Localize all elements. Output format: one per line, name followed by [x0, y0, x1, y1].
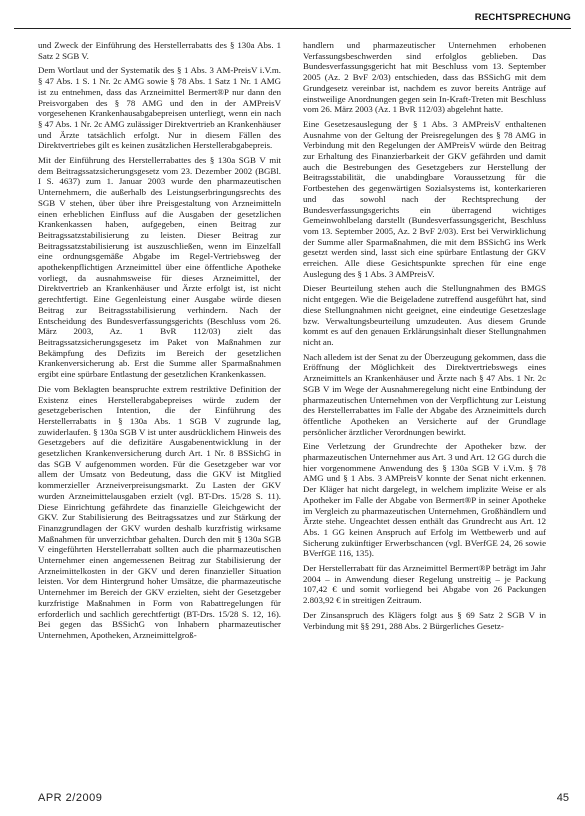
header-rule: [14, 28, 571, 29]
right-column: [303, 40, 546, 784]
issue-label: APR 2/2009: [38, 792, 103, 804]
paragraph: Eine Verletzung der Grundrechte der Apotheker bzw. der pharmazeutischen Unternehmer aus Art. 3 und Art. 12 GG durch die hier vorgenommene Anwendung des § 130a SGB V i.V.m. § 78 AMG und § 1 Abs. 3 AMPreisV konnte der Senat nicht erkennen. Der Kläger hat nicht dargelegt, in welchem implizite Weise er als Apotheker im Falle der Abgabe von Bermert®P in seiner Apotheke im Vergleich zu pharmazeutischen Unternehmen, Großhändlern und Ärzte stehe. Ungeachtet dessen enthält das Grundrecht aus Art. 12 Abs. 1 GG keinen Anspruch auf Erfolg im Wettbewerb und auf Sicherung zukünftiger Erwerbschancen (vgl. BVerfGE 24, 26 sowie BVerfGE 116, 135).: [303, 441, 546, 559]
paragraph: Die vom Beklagten beanspruchte extrem restriktive Definition der Existenz eines Herstellerabgabepreises würde zudem der gesetzgeberischen Intention, die der Einführung des Herstellerrabatts in § 130a Abs. 1 SGB V zugrunde lag, zuwiderlaufen. § 130a SGB V ist unter ausdrücklichem Hinweis des Gesetzgebers auf die defizitäre Ausgabenentwicklung in der gesetzlichen Krankenversicherung durch Art. 1 Nr. 8 BSSichG in das SGB V aufgenommen worden. Für die Gesetzgeber war vor allem der Umsatz von Bedeutung, dass die GKV ist Mitglied kommerzieller Arzneiverpreisungsmarkt. Zu Lasten der GKV wurden Arzneimittelausgaben erzielt (vgl. BT-Drs. 15/28 S. 11). Diese Einrichtung gefährdete das finanzielle Gleichgewicht der GKV. Zur Stabilisierung des Beitragssatzes und zur Stärkung der Finanzgrundlagen der GKV wurden deshalb kurzfristig wirksame Maßnahmen für unverzichtbar gehalten. Durch den mit § 130a SGB V eingeführten Herstellerrabatt sollten auch die pharmazeutischen Unternehmer einen angemessenen Beitrag zur Stabilisierung der Arzneimittelkosten in der GKV und deren finanzieller Situation leisten. Vor dem Hintergrund hoher Umsätze, die pharmazeutische Unternehmer im Bereich der GKV erzielten, sieht der Gesetzgeber kurzfristige Maßnahmen in Form von Rabattregelungen für erforderlich und sachlich gerechtfertigt (BT-Drs. 15/28 S. 12, 16). Bei gegen das BSSichG von Inhabern pharmazeutischer Unternehmen, Apotheken, Arzneimittelgroß-: [38, 383, 281, 640]
paragraph: Mit der Einführung des Herstellerrabattes des § 130a SGB V mit dem Beitragssatzsicherungsgesetz vom 23. Dezember 2002 (BGBl. I S. 4637) zum 1. Januar 2003 wurde den pharmazeutischen Unternehmern, die außerhalb des Leistungserbringungsrechts des SGB V stehen, über über ihre Preisgestaltung von Arzneimitteln einen erheblichen Einfluss auf die Ausgaben der gesetzlichen Krankenkassen haben, aufgegeben, einen Beitrag zur Beitragssatzstabilisierung zu leisten. Dieser Beitrag zur Beitragssatzstabilisierung ist auszuschließen, wenn im Einzelfall eine ordnungsgemäße Abgabe im Regel-Vertriebsweg der apothekenpflichtigen Arzneimittel über eine öffentliche Apotheke vorliegt, da ausnahmsweise für dieses Arzneimittel, der Direktvertrieb an Krankenhäuser und Ärzte erfolgt ist, ist nicht gerechtfertigt. Eine Gegenleistung einer Ausgabe würde diesen Beitrag zur Beitragsstabilisierung verhindern. Nach der Entscheidung des Bundesverfassungsgerichts (Beschluss vom 26. März 2003, Az. 1 BvR 112/03) zielt das Beitragssatzsicherungsgesetz im Paket von Maßnahmen zur Bekämpfung des Defizits im Bereich der gesetzlichen Krankenversicherung ab. Erst die Summe aller Sparmaßnahmen ergibt eine spürbare Entlastung der gesetzlichen Krankenkassen.: [38, 155, 281, 380]
section-title: RECHTSPRECHUNG: [474, 12, 571, 23]
page-header: [0, 0, 585, 30]
page-number: 45: [556, 792, 569, 804]
paragraph: Dieser Beurteilung stehen auch die Stellungnahmen des BMGS nicht entgegen. Wie die Beigeladene zutreffend ausgeführt hat, sind diese Stellungnahmen nicht geeignet, eine eindeutige Gesetzeslage bzw. Verwaltungsbeurteilung umzudeuten. Aus diesem Grunde kommt es auf den genauen Erklärungsinhalt dieser Stellungnahmen nicht an.: [303, 283, 546, 347]
paragraph: handlern und pharmazeutischer Unternehmen erhobenen Verfassungsbeschwerden sind erfolglos geblieben. Das Bundesverfassungsgericht hat mit Beschluss vom 13. September 2005 (Az. 2 BvF 2/03) entschieden, dass das BSSichG mit dem Grundgesetz vereinbar ist, nachdem es zuvor bereits Anträge auf einstweilige Anordnungen gegen sein In-Kraft-Treten mit Beschluss vom 26. März 2003 (Az. 1 BvR 112/03) abgelehnt hatte.: [303, 40, 546, 115]
paragraph: Nach alledem ist der Senat zu der Überzeugung gekommen, dass die Eröffnung der Möglichkeit des Direktvertriebswegs eines Arzneimittels an Krankenhäuser und Ärzte nach § 47 Abs. 1 Nr. 2c SGB V im Wege der Ausnahmeregelung nicht eine Entbindung der pharmazeutischen Unternehmen von der Verpflichtung zur Leistung des Herstellerrabattes im Falle der Abgabe des Arzneimittels durch öffentliche Apotheken an Versicherte auf der Grundlage persönlicher ärztlicher Verordnungen bewirkt.: [303, 351, 546, 437]
paragraph: und Zweck der Einführung des Herstellerrabatts des § 130a Abs. 1 Satz 2 SGB V.: [38, 40, 281, 61]
paragraph: Dem Wortlaut und der Systematik des § 1 Abs. 3 AM-PreisV i.V.m. § 47 Abs. 1 S. 1 Nr. 2c AMG sowie § 78 Abs. 1 Satz 1 Nr. 1 AMG ist zu entnehmen, dass das Arzneimittel Bermert®P nur dann den Preisvorgaben des § 78 AMG und den in der AMPreisV vorgesehenen Krankenhausabgabepreisen unterliegt, wenn ein nach § 47 Abs. 1 Nr. 2c AMG zulässiger Direktvertrieb an Krankenhäuser und Ärzte tatsächlich erfolgt. Nur in diesem Fällen des Direktvertriebes gilt es keinen zusätzlichen Herstellerabgabepreis.: [38, 65, 281, 151]
paragraph: Der Zinsanspruch des Klägers folgt aus § 69 Satz 2 SGB V in Verbindung mit §§ 291, 288 Abs. 2 Bürgerliches Gesetz-: [303, 609, 546, 631]
page-footer: [0, 790, 585, 816]
left-column: [38, 40, 281, 784]
paragraph: Der Herstellerrabatt für das Arzneimittel Bermert®P beträgt im Jahr 2004 – in Anwendung dieser Regelung unstreitig – je Packung 107,42 € und somit vorliegend bei Abgabe von 26 Packungen 2.803,92 € in streitigen Zeitraum.: [303, 563, 546, 606]
paragraph: Eine Gesetzesauslegung der § 1 Abs. 3 AMPreisV enthaltenen Ausnahme von der Geltung der Preisregelungen des § 78 AMG in Verbindung mit den Regelungen der AMPreisV würde den Beitrag zur Erhaltung des Finanzierbarkeit der GKV gefährden und damit auch die Bestrebungen des Gesetzgebers zur Herstellung der Beitragsstabilität, die unabdingbare Voraussetzung für die Fortbestehen des gegenwärtigen Sozialsystems ist, konterkarieren und das sowohl nach der Rechtsprechung der Bundesverfassungsgerichts ein überragend wichtiges Gemeinwohlbelang darstellt (Bundesverfassungsgericht, Beschluss vom 13. September 2005, Az. 2 BvF 2/03). Erst bei Verwirklichung der Summe aller Sparmaßnahmen, die mit dem BSSichG ins Werk gesetzt werden sind, lasst sich eine spürbare Entlastung der GKV erreichen. Alle diese Gesichtspunkte sprechen für eine enge Auslegung des § 1 Abs. 3 AMPreisV.: [303, 118, 546, 279]
